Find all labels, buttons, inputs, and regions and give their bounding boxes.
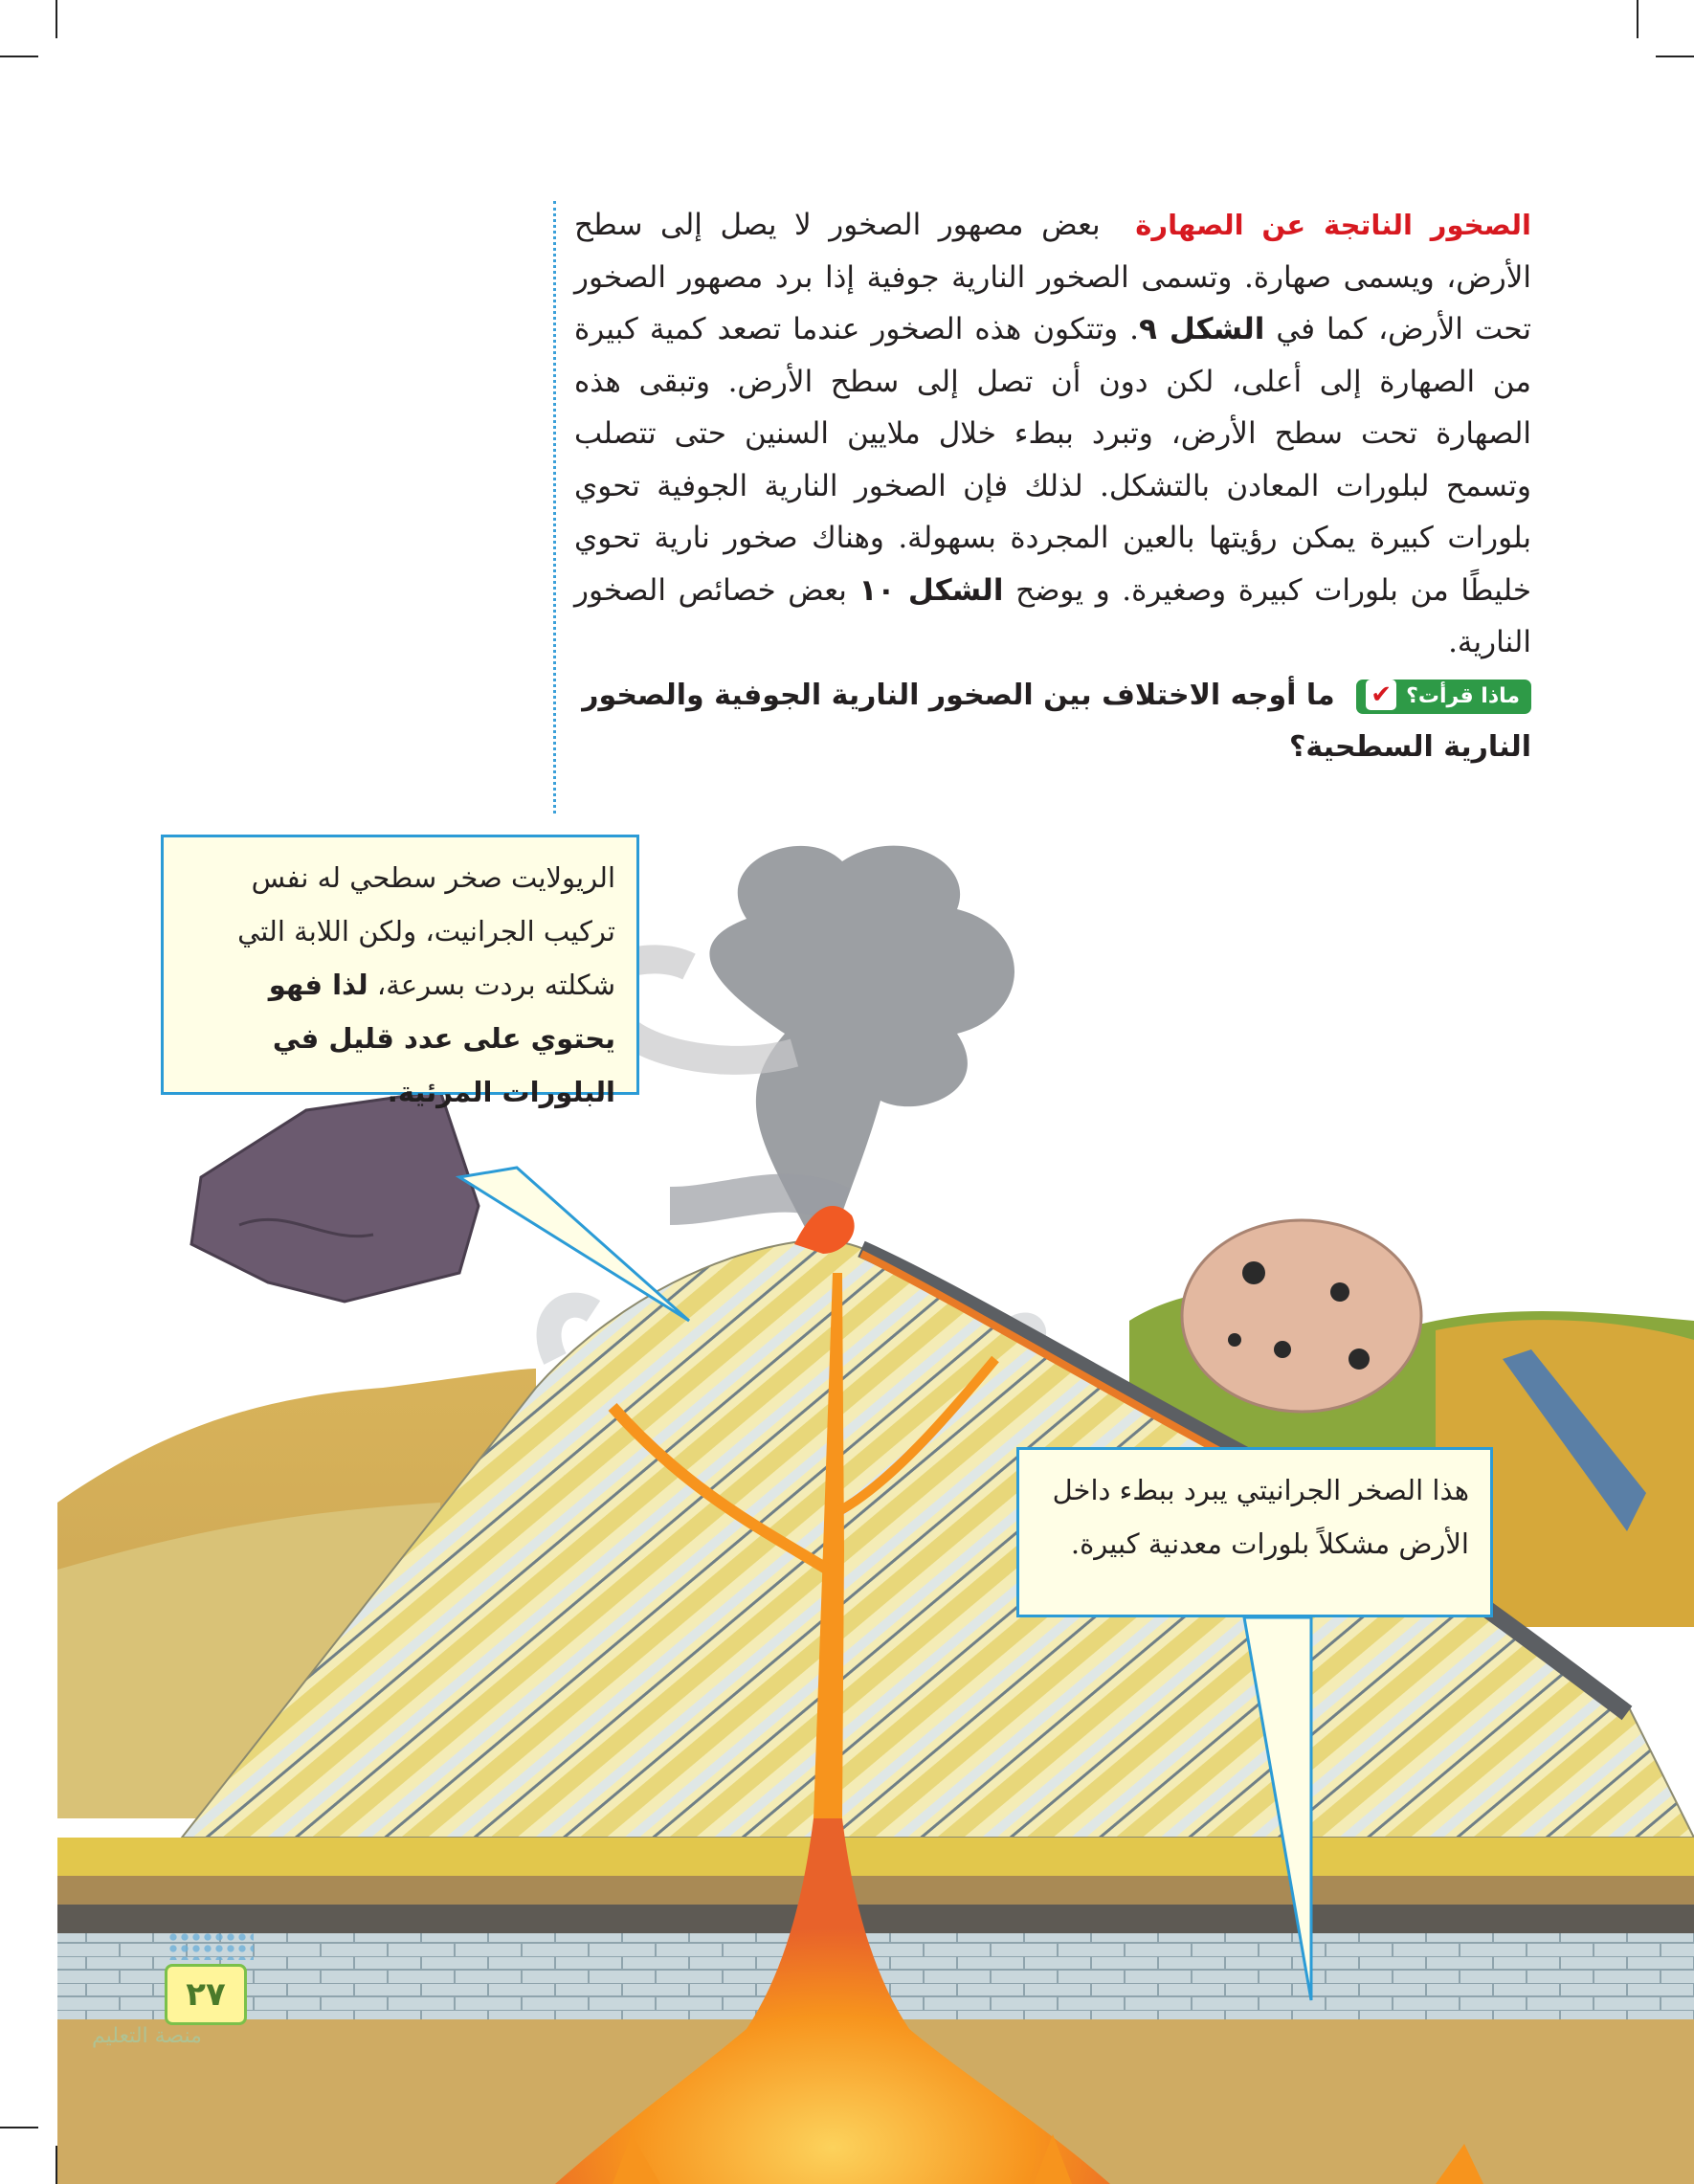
reading-check [574, 670, 1531, 773]
rhyolite-callout-text: الريولايت صخر سطحي له نفس تركيب الجرانيت، ولكن اللابة التي شكلته بردت بسرعة، [237, 861, 615, 1001]
decorative-dots [167, 1931, 254, 1960]
crop-mark [56, 0, 57, 38]
page-number: ٢٧ [165, 1964, 247, 2025]
body-paragraph [574, 199, 1531, 669]
rhyolite-callout-emphasis: لذا فهو يحتوي على عدد قليل في البلورات المرئية. [268, 969, 615, 1108]
watermark: منصة التعليم [92, 2024, 202, 2048]
paragraph-text: بعض مصهور الصخور لا يصل إلى سطح الأرض، ويسمى صهارة. وتسمى الصخور النارية جوفية إذا برد مصهور الصخور تحت الأرض، كما في [574, 208, 1531, 346]
section-heading: الصخور الناتجة عن الصهارة [1135, 209, 1531, 241]
figure-10-reference[interactable]: الشكل ١٠ [858, 572, 1004, 608]
granite-callout-text: هذا الصخر الجرانيتي يبرد ببطء داخل الأرض مشكلاً بلورات معدنية كبيرة. [1052, 1474, 1469, 1560]
column-divider [553, 201, 556, 813]
crop-mark [1656, 56, 1694, 57]
checkmark-icon: ✔ [1366, 680, 1396, 710]
crop-mark [0, 56, 38, 57]
rhyolite-sample-image [191, 1091, 479, 1302]
crop-mark [1637, 0, 1638, 38]
reading-check-badge [1356, 680, 1531, 714]
granite-sample-image [1182, 1220, 1421, 1412]
granite-callout [1016, 1447, 1493, 1617]
figure-9-reference[interactable]: الشكل ٩ [1138, 312, 1265, 346]
paragraph-text: بعض خصائص الصخور النارية. [574, 572, 1531, 659]
reading-check-label: ماذا قرأت؟ [1406, 683, 1520, 708]
reading-check-question: ما أوجه الاختلاف بين الصخور النارية الجوفية والصخور النارية السطحية؟ [582, 679, 1531, 764]
rhyolite-callout [161, 835, 639, 1108]
paragraph-text: . وتتكون هذه الصخور عندما تصعد كمية كبيرة من الصهارة إلى أعلى، لكن دون أن تصل إلى سطح الأرض. وتبقى هذه الصهارة تحت سطح الأرض، وتبرد ببطء خلال ملايين السنين حتى تتصلب وتسمح لبلورات المعادن بالتشكل. لذلك فإن الصخور النارية الجوفية تحوي بلورات كبيرة يمكن رؤيتها بالعين المجردة بسهولة. وهناك صخور نارية تحوي خليطًا من بلورات كبيرة وصغيرة. و يوضح [574, 312, 1531, 608]
